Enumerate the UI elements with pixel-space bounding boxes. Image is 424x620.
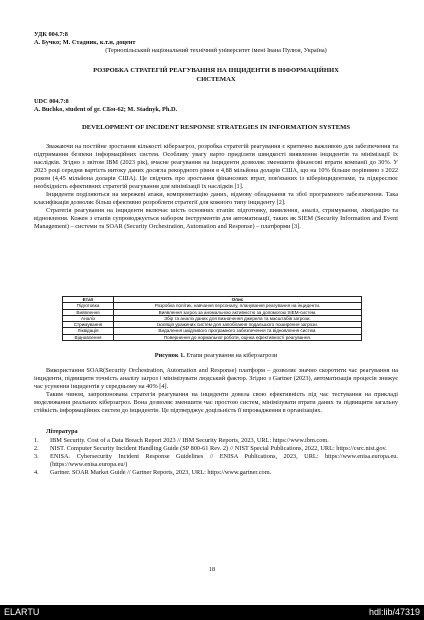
header-en [34, 98, 398, 114]
list-item [34, 469, 398, 477]
stage-description: Збір та аналіз даних для визначення джерела та масштабів загрози. [114, 315, 362, 321]
affiliation: (Тернопільський національний технічний університет імені Івана Пулюя, Україна) [105, 47, 327, 54]
references-heading: Література [46, 428, 78, 435]
stage-description: Виявлення загроз за аномальною активністю за допомогою SIEM-систем. [114, 309, 362, 315]
list-item [34, 445, 398, 453]
stage-description: Повернення до нормальної роботи, оцінка ефективності реагування. [114, 334, 362, 340]
reference-text[interactable]: ENISA. Cybersecurity Incident Response Guidelines // ENISA Publications, 2023, URL: https://www.enisa.europa.eu. (https://www.enisa.europa.eu/) [50, 453, 398, 468]
references-list [34, 437, 398, 477]
table-header-stage: Етап [63, 297, 114, 303]
authors-ua: А. Бучко; М. Стадник, к.т.н, доцент [34, 39, 136, 46]
paragraph-3: Стратегія реагування на інциденти включає шість основних етапів: підготовку, виявлення, аналіз, стримування, ліквідацію та відновлення. Кожен з етапів супроводжується набором інструментів для автоматизації, таких як SIEM (Security Information and Event Management) – системи та SOAR (Security Orchestration, Automation and Response) – платформи [3]. [34, 207, 398, 230]
figure-caption [34, 352, 398, 360]
table-row [63, 334, 362, 340]
reference-text[interactable]: Gartner. SOAR Market Guide // Gartner Reports, 2023, URL: https://www.gartner.com. [50, 469, 272, 476]
udk-code: УДК 004.7:8 [34, 31, 68, 38]
stage-description: Ізоляція уражених систем для запобігання подальшого поширення загрози. [114, 322, 362, 328]
stage-name: Підготовка [63, 303, 114, 309]
figure-caption-label: Рисунок 1. [154, 352, 185, 359]
references [34, 428, 398, 477]
stage-name: Відновлення [63, 334, 114, 340]
authors-en: A. Buchko, student of gr. СБм-62; M. Stadnyk, Ph.D. [34, 106, 178, 113]
reference-number: 2. [34, 445, 39, 452]
reference-number: 4. [34, 469, 39, 476]
repository-name: ELARTU [4, 607, 40, 617]
table-header-description: Опис [114, 297, 362, 303]
title-en-text: DEVELOPMENT OF INCIDENT RESPONSE STRATEGIES IN INFORMATION SYSTEMS [81, 124, 350, 131]
udc-code: UDC 004.7:8 [34, 98, 69, 105]
title-ua [34, 67, 398, 84]
title-ua-line1: РОЗРОБКА СТРАТЕГІЙ РЕАГУВАННЯ НА ІНЦИДЕНТИ В ІНФОРМАЦІЙНИХ [93, 67, 339, 74]
stages-table [62, 296, 362, 341]
reference-text[interactable]: NIST. Computer Security Incident Handling Guide (SP 800-61 Rev. 2) // NIST Special Publications, 2022, URL: https://csrc.nist.gov. [50, 445, 387, 452]
stage-description: Видалення шкідливого програмного забезпечення та відновлення систем. [114, 328, 362, 334]
stage-name: Стримування [63, 322, 114, 328]
figure-caption-text: Етапи реагування на кіберзагрози [184, 352, 278, 359]
body-part1 [34, 143, 398, 231]
stage-name: Ліквідація [63, 328, 114, 334]
body-part2 [34, 367, 398, 415]
reference-number: 3. [34, 453, 39, 460]
page-number: 18 [208, 566, 216, 573]
header-ua [34, 31, 398, 55]
list-item [34, 437, 398, 445]
paragraph-2: Інциденти поділяються на мережеві атаки, компрометацію даних, відмову обладнання та збої програмного забезпечення. Така класифікація дозволяє більш ефективно розробляти стратегії для кожного типу інциденту [2]. [34, 191, 398, 206]
stage-name: Виявлення [63, 309, 114, 315]
handle-id: hdl:lib/47319 [368, 607, 420, 617]
paragraph-4: Використання SOAR(Security Orchestration, Automation and Response) платформ – дозволяє значно скоротити час реагування на інциденти, підвищити точність аналізу загроз і мінімізувати людський фактор. Згідно з Gartner (2023), автоматизація процесів знижує час усунення інцидентів у середньому на 40% [4]. [34, 367, 398, 390]
title-ua-line2: СИСТЕМАХ [196, 75, 236, 83]
title-en [34, 124, 398, 133]
reference-text[interactable]: IBM Security. Cost of a Data Breach Report 2023 // IBM Security Reports, 2023, URL: https://www.ibm.com. [50, 437, 329, 444]
reference-number: 1. [34, 437, 39, 444]
footer-bar [0, 605, 424, 620]
list-item [34, 453, 398, 469]
paragraph-5: Таким чином, запропонована стратегія реагування на інциденти довела свою ефективність під час тестування на прикладі моделювання реальних кіберзагроз. Вона дозволяє зменшити час простою систем, мінімізувати втрати даних та підвищити загальну стійкість інформаційних систем до інцидентів. Це підтверджує доцільність її впровадження в організаціях. [34, 391, 398, 414]
paragraph-1: Зважаючи на постійне зростання кількості кіберзагроз, розробка стратегій реагування є критично важливою для забезпечення та підтримання безпеки інформаційних систем. Особливу увагу варто приділяти швидкості виявлення інцидентів та мінімізації їх наслідків. Згідно з звітом IBM (2023 рік), вчасне реагування на інциденти дозволяє зменшити фінансові втрати компанії до 30%. У 2023 році середня вартість витоку даних досягла рекордного рівня в 4,88 мільйона доларів США, що на 10% більше порівняно з 2022 роком (4,45 мільйона доларів США). Це свідчить про зростання фінансових втрат, пов'язаних із кіберінцидентами, та підкреслює необхідність ефективних стратегій реагування для мінімізації їх наслідків [1]. [34, 143, 398, 190]
stage-description: Розробка політик, навчання персоналу, планування реагування на інциденти. [114, 303, 362, 309]
stage-name: Аналіз [63, 315, 114, 321]
